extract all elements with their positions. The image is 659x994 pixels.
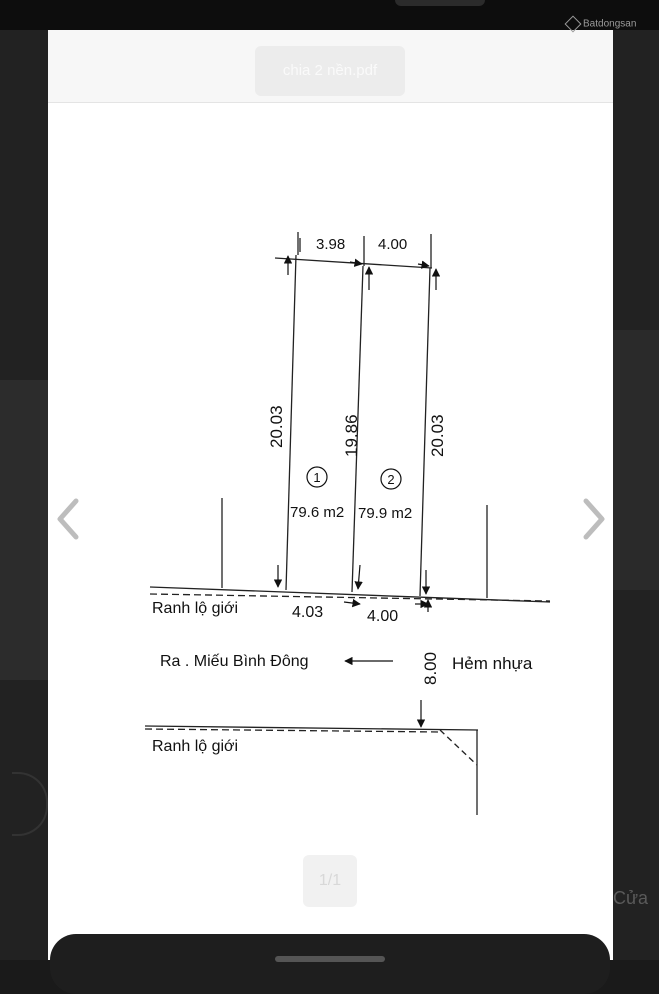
- road-name: Hẻm nhựa: [452, 654, 533, 673]
- boundary-label-bottom: Ranh lộ giới: [152, 738, 239, 755]
- background-shade: [0, 380, 48, 680]
- notch: [395, 0, 485, 6]
- watermark-text: Batdongsan: [583, 18, 637, 30]
- page-indicator: 1/1: [303, 855, 357, 907]
- top-width-1: 3.98: [316, 236, 346, 253]
- chevron-right-icon: [578, 495, 610, 543]
- status-bar: [0, 0, 659, 30]
- lot-boundaries: [145, 232, 550, 815]
- top-width-2: 4.00: [378, 236, 408, 253]
- edge-text: Cửa: [613, 888, 649, 908]
- prev-page-button[interactable]: [52, 495, 84, 543]
- chevron-left-icon: [52, 495, 84, 543]
- depth-middle: 19.86: [342, 414, 361, 457]
- direction-text: Ra . Miếu Bình Đông: [160, 653, 309, 670]
- lot-plan-drawing: [48, 30, 613, 935]
- corner-chamfer: [440, 730, 477, 765]
- depth-left: 20.03: [267, 405, 286, 448]
- arrow: [358, 565, 360, 589]
- lot-2-number: 2: [387, 472, 395, 487]
- drag-handle[interactable]: [275, 956, 385, 962]
- lot-2-area: 79.9 m2: [358, 505, 413, 522]
- road-width: 8.00: [421, 651, 440, 685]
- lot-line-left: [286, 255, 296, 590]
- arrow: [418, 264, 429, 266]
- lot-1-area: 79.6 m2: [290, 504, 345, 521]
- background-right: [613, 30, 659, 960]
- depth-right: 20.03: [428, 414, 447, 457]
- next-page-button[interactable]: [578, 495, 610, 543]
- bottom-bar[interactable]: [50, 934, 610, 994]
- lot-1-number: 1: [313, 470, 321, 485]
- background-shade: [613, 330, 659, 590]
- boundary-label-top: Ranh lộ giới: [152, 600, 239, 617]
- bottom-width-2: 4.00: [367, 608, 399, 625]
- bottom-width-1: 4.03: [292, 604, 324, 621]
- document-title-button[interactable]: chia 2 nền.pdf: [255, 46, 405, 96]
- arrow: [344, 602, 360, 604]
